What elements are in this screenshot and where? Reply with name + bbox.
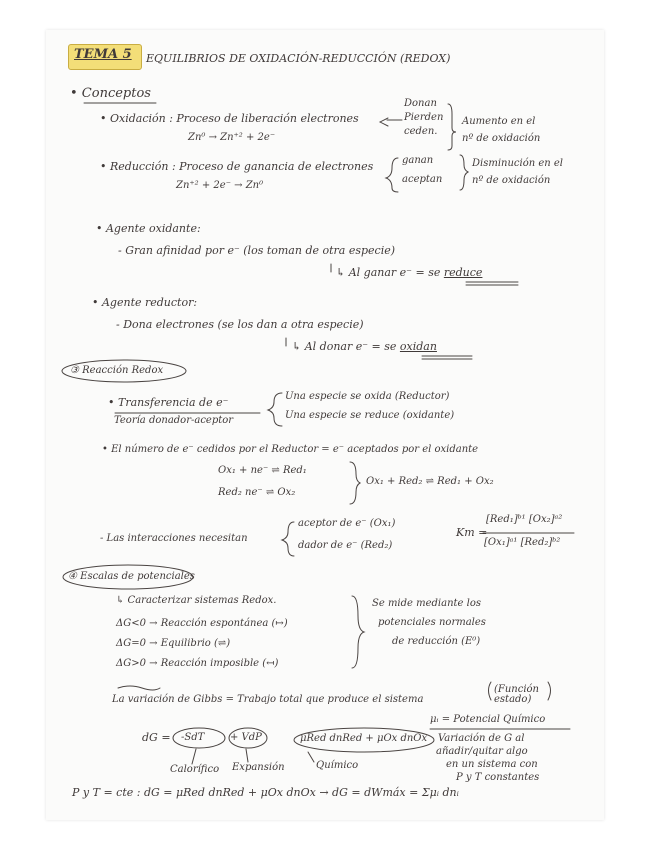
half-reaction-1: Ox₁ + ne⁻ ⇌ Red₁ xyxy=(218,465,307,476)
half-reaction-2: Red₂ ne⁻ ⇌ Ox₂ xyxy=(218,487,296,498)
reduccion-equation: Zn⁺² + 2e⁻ → Zn⁰ xyxy=(176,180,264,191)
mu-desc-4: P y T constantes xyxy=(456,772,540,783)
reduccion-note-1: Disminución en el xyxy=(472,158,564,169)
term-sdt: -SdT xyxy=(181,732,205,743)
term-vdp: + VdP xyxy=(230,732,262,743)
condition-equilibrium: ΔG=0 → Equilibrio (⇌) xyxy=(116,638,231,649)
reduccion-option-2: aceptan xyxy=(402,174,443,185)
transfer-label: • Transferencia de e⁻ xyxy=(108,396,229,409)
final-equation: P y T = cte : dG = μRed dnRed + μOx dnOx → dG = dWmáx = Σμᵢ dnᵢ xyxy=(72,786,459,799)
reduccion-option-1: ganan xyxy=(402,155,434,166)
oxidacion-option-1: Donan xyxy=(404,98,437,109)
transfer-option-2: Una especie se reduce (oxidante) xyxy=(285,410,455,421)
interacciones-label: - Las interacciones necesitan xyxy=(100,533,248,544)
oxidacion-note-2: nº de oxidación xyxy=(462,133,541,144)
escalas-heading: ④ Escalas de potenciales xyxy=(68,571,195,582)
dador-label: dador de e⁻ (Red₂) xyxy=(298,540,393,551)
oxidacion-definition: • Oxidación : Proceso de liberación electrones xyxy=(100,112,359,125)
reaccion-redox-heading: ③ Reacción Redox xyxy=(70,365,164,376)
section-heading-conceptos: • Conceptos xyxy=(70,86,151,101)
agente-oxidante-line-1: - Gran afinidad por e⁻ (los toman de otra especie) xyxy=(118,244,396,257)
oxidacion-equation: Zn⁰ → Zn⁺² + 2e⁻ xyxy=(188,132,276,143)
oxidacion-option-2: Pierden xyxy=(404,112,444,123)
reduccion-note-2: nº de oxidación xyxy=(472,175,551,186)
label-quimico: Químico xyxy=(316,760,359,771)
oxidacion-note-1: Aumento en el xyxy=(462,116,536,127)
agente-oxidante-line-2 xyxy=(336,266,482,279)
cedidos-statement: • El número de e⁻ cedidos por el Reductor = e⁻ aceptados por el oxidante xyxy=(102,444,479,455)
global-reaction: Ox₁ + Red₂ ⇌ Red₁ + Ox₂ xyxy=(366,476,494,487)
gibbs-function-estado: (Función estado) xyxy=(494,684,539,705)
medida-line-3: de reducción (E⁰) xyxy=(392,636,481,647)
medida-line-1: Se mide mediante los xyxy=(372,598,481,609)
term-chemical: μRed dnRed + μOx dnOx xyxy=(300,733,428,744)
kt-numerator: [Red₁]ᵇ¹ [Ox₂]ᵃ² xyxy=(486,514,563,525)
caracterizar-label: ↳ Caracterizar sistemas Redox. xyxy=(116,595,277,606)
agente-oxidante-emphasis: reduce xyxy=(443,266,483,279)
agente-reductor-line-1: - Dona electrones (se los dan a otra especie) xyxy=(116,318,364,331)
transfer-option-1: Una especie se oxida (Reductor) xyxy=(285,391,450,402)
mu-desc-1: Variación de G al xyxy=(438,733,525,744)
agente-reductor-line-2-prefix: ↳ Al donar e⁻ = se xyxy=(292,340,397,353)
mu-title: μᵢ = Potencial Químico xyxy=(430,714,546,725)
agente-reductor-line-2 xyxy=(292,340,437,353)
kt-label: Kт = xyxy=(456,526,488,539)
condition-spontaneous: ΔG<0 → Reacción espontánea (↦) xyxy=(116,618,288,629)
agente-oxidante-line-2-prefix: ↳ Al ganar e⁻ = se xyxy=(336,266,441,279)
mu-desc-3: en un sistema con xyxy=(446,759,538,770)
condition-impossible: ΔG>0 → Reacción imposible (↤) xyxy=(116,658,279,669)
tema-label: TEMA 5 xyxy=(74,47,132,62)
gibbs-statement: La variación de Gibbs = Trabajo total que produce el sistema xyxy=(112,694,424,705)
dg-lhs: dG = xyxy=(142,731,171,744)
transfer-sublabel: Teoría donador-aceptor xyxy=(114,415,234,426)
page-title: EQUILIBRIOS DE OXIDACIÓN-REDUCCIÓN (REDOX) xyxy=(146,52,451,65)
reduccion-definition: • Reducción : Proceso de ganancia de electrones xyxy=(100,160,374,173)
agente-reductor-emphasis: oxidan xyxy=(399,340,437,353)
mu-desc-2: añadir/quitar algo xyxy=(436,746,528,757)
agente-oxidante-heading: • Agente oxidante: xyxy=(96,222,201,235)
oxidacion-option-3: ceden. xyxy=(404,126,438,137)
label-calorifico: Calorífico xyxy=(170,764,220,775)
label-expansion: Expansión xyxy=(232,762,285,773)
kt-denominator: [Ox₁]ᵃ¹ [Red₂]ᵇ² xyxy=(484,537,561,548)
medida-line-2: potenciales normales xyxy=(378,617,486,628)
agente-reductor-heading: • Agente reductor: xyxy=(92,296,198,309)
aceptor-label: aceptor de e⁻ (Ox₁) xyxy=(298,518,396,529)
